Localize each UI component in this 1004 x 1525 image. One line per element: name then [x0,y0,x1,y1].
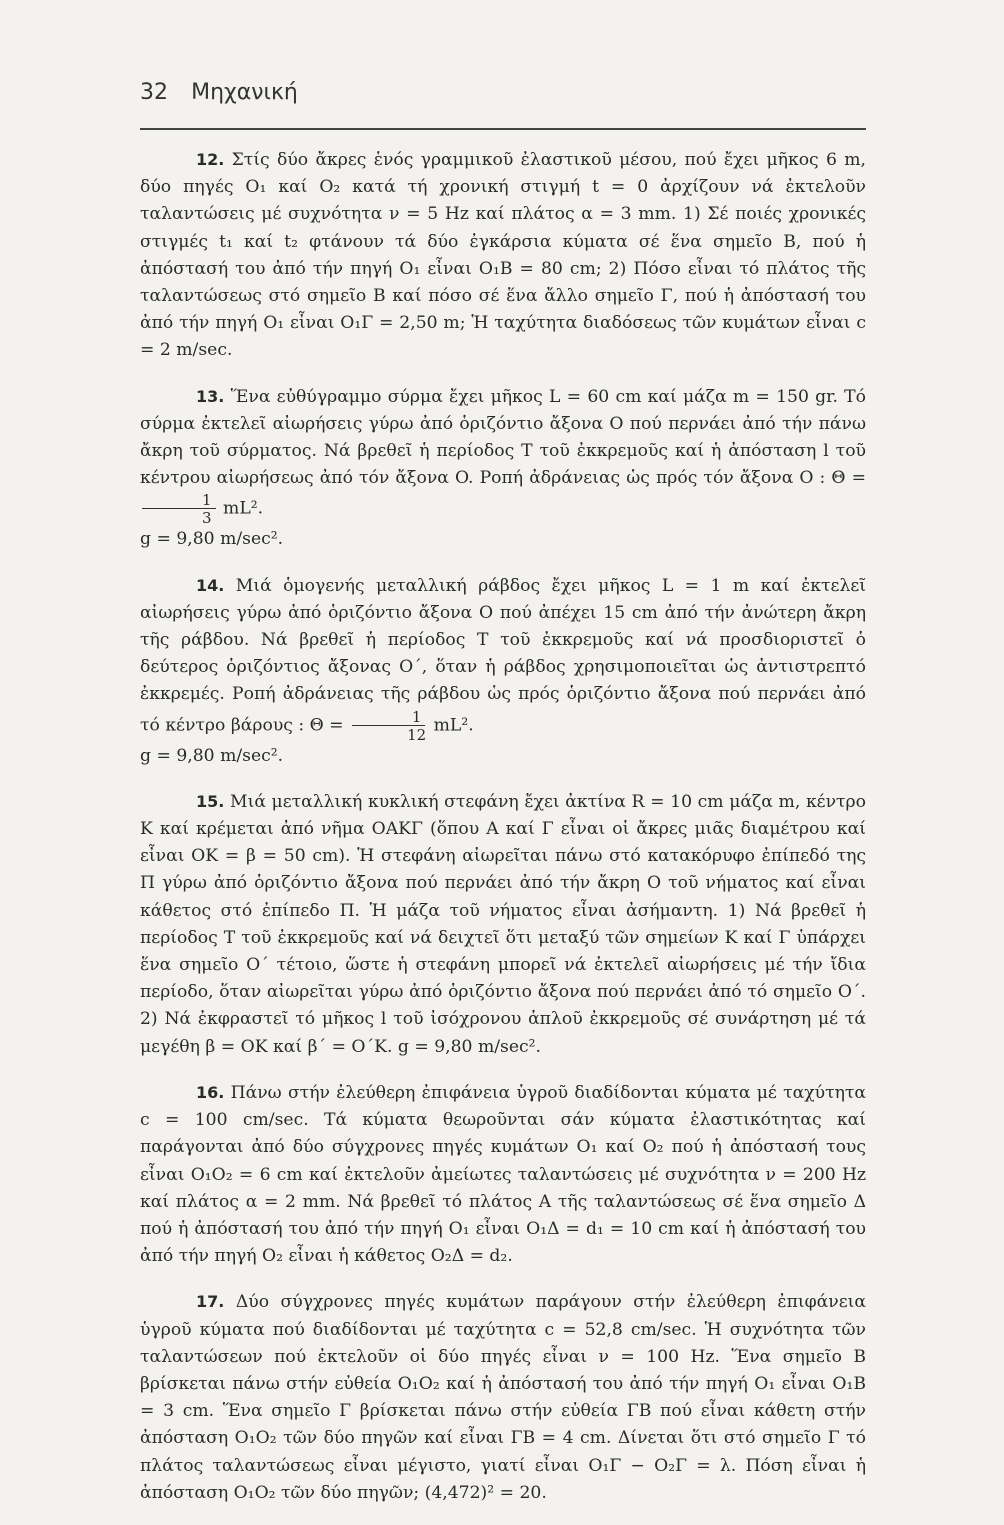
header-rule [140,128,866,130]
problem-text: Μιά ὁμογενής μεταλλική ράβδος ἔχει μῆκος L = 1 m καί ἐκτελεῖ αἰωρήσεις γύρω ἀπό ὁριζόντιο ἄξονα O πού ἀπέχει 15 cm ἀπό τήν ἀνώτερη ἄκρη τῆς ράβδου. Νά βρεθεῖ ἡ περίοδος T τοῦ ἐκκρεμοῦς καί νά προσδιοριστεῖ ὁ δεύτερος ὁριζόντιος ἄξονας O΄, ὅταν ἡ ράβδος χρησιμοποιεῖται ὡς ἀντιστρεπτό ἐκκρεμές. Ροπή ἀδράνειας τῆς ράβδου ὡς πρός ὁριζόντιο ἄξονα πού περνάει ἀπό τό κέντρο βάρους : Θ = [140,575,866,736]
problem-text: Δύο σύγχρονες πηγές κυμάτων παράγουν στήν ἐλεύθερη ἐπιφάνεια ὑγροῦ κύματα πού διαδίδονται μέ ταχύτητα c = 52,8 cm/sec. Ἡ συχνότητα τῶν ταλαντώσεων πού ἐκτελοῦν οἱ δύο πηγές εἶναι ν = 100 Hz. Ἕνα σημεῖο B βρίσκεται πάνω στήν εὐθεία O₁O₂ καί ἡ ἀπόστασή του ἀπό τήν πηγή O₁ εἶναι O₁B = 3 cm. Ἕνα σημεῖο Γ βρίσκεται πάνω στήν εὐθεία ΓB πού εἶναι κάθετη στήν ἀπόσταση O₁O₂ τῶν δύο πηγῶν καί εἶναι ΓB = 4 cm. Δίνεται ὅτι στό σημεῖο Γ τό πλάτος ταλαντώσεως εἶναι μέγιστο, γιατί εἶναι O₁Γ − O₂Γ = λ. Πόση εἶναι ἡ ἀπόσταση O₁O₂ τῶν δύο πηγῶν; (4,472)² = 20. [140,1292,866,1503]
fraction-denominator: 3 [202,509,212,528]
problem-14 [140,572,866,770]
problem-text: Ἕνα εὐθύγραμμο σύρμα ἔχει μῆκος L = 60 cm καί μάζα m = 150 gr. Τό σύρμα ἐκτελεῖ αἰωρήσεις γύρω ἀπό ὁριζόντιο ἄξονα O πού περνάει ἀπό τήν πάνω ἄκρη τοῦ σύρματος. Νά βρεθεῖ ἡ περίοδος T τοῦ ἐκκρεμοῦς καί ἡ ἀπόσταση l τοῦ κέντρου αἰωρήσεως ἀπό τόν ἄξονα O. Ροπή ἀδράνειας ὡς πρός τόν ἄξονα O : Θ = [140,386,866,489]
problem-list [140,146,866,1525]
problem-13 [140,383,866,554]
problem-number: 16. [196,1082,225,1102]
problem-text: Στίς δύο ἄκρες ἑνός γραμμικοῦ ἐλαστικοῦ μέσου, πού ἔχει μῆκος 6 m, δύο πηγές O₁ καί O₂ κατά τή χρονική στιγμή t = 0 ἀρχίζουν νά ἐκτελοῦν ταλαντώσεις μέ συχνότητα ν = 5 Hz καί πλάτος α = 3 mm. 1) Σέ ποιές χρονικές στιγμές t₁ καί t₂ φτάνουν τά δύο ἐγκάρσια κύματα σέ ἕνα σημεῖο B, πού ἡ ἀπόστασή του ἀπό τήν πηγή O₁ εἶναι O₁B = 80 cm; 2) Πόσο εἶναι τό πλάτος τῆς ταλαντώσεως στό σημεῖο B καί πόσο σέ ἕνα ἄλλο σημεῖο Γ, πού ἡ ἀπόστασή του ἀπό τήν πηγή O₁ εἶναι O₁Γ = 2,50 m; Ἡ ταχύτητα διαδόσεως τῶν κυμάτων εἶναι c = 2 m/sec. [140,150,866,361]
formula-tail: mL². [223,498,264,519]
problem-number: 13. [196,386,225,406]
problem-17 [140,1288,866,1507]
problem-number: 17. [196,1292,225,1312]
gravity-value: g = 9,80 m/sec². [140,529,284,550]
problem-number: 15. [196,791,225,811]
problem-16 [140,1079,866,1270]
fraction [142,492,216,526]
page-header [140,80,880,105]
fraction-denominator: 12 [407,725,427,744]
problem-15 [140,788,866,1061]
problem-12 [140,146,866,365]
fraction-numerator: 1 [352,709,426,726]
problem-number: 14. [196,575,225,595]
problem-number: 12. [196,150,225,169]
gravity-value: g = 9,80 m/sec². [140,745,284,766]
problem-text: Πάνω στήν ἐλεύθερη ἐπιφάνεια ὑγροῦ διαδίδονται κύματα μέ ταχύτητα c = 100 cm/sec. Τά κύματα θεωροῦνται σάν κύματα ἐλαστικότητας καί παράγονται ἀπό δύο σύγχρονες πηγές κυμάτων O₁ καί O₂ πού ἡ ἀπόστασή τους εἶναι O₁O₂ = 6 cm καί ἐκτελοῦν ἀμείωτες ταλαντώσεις μέ συχνότητα ν = 200 Hz καί πλάτος α = 2 mm. Νά βρεθεῖ τό πλάτος A τῆς ταλαντώσεως σέ ἕνα σημεῖο Δ πού ἡ ἀπόστασή του ἀπό τήν πηγή O₁ εἶναι O₁Δ = d₁ = 10 cm καί ἡ ἀπόστασή του ἀπό τήν πηγή O₂ εἶναι ἡ κάθετος O₂Δ = d₂. [140,1082,866,1267]
fraction-numerator: 1 [142,492,216,509]
fraction [351,709,426,743]
running-title: Μηχανική [191,80,298,105]
problem-text: Μιά μεταλλική κυκλική στεφάνη ἔχει ἀκτίνα R = 10 cm μάζα m, κέντρο K καί κρέμεται ἀπό νῆμα OAKΓ (ὅπου A καί Γ εἶναι οἱ ἄκρες μιᾶς διαμέτρου καί εἶναι OK = β = 50 cm). Ἡ στεφάνη αἰωρεῖται πάνω στό κατακόρυφο ἐπίπεδό της Π γύρω ἀπό ὁριζόντιο ἄξονα πού περνάει ἀπό τήν ἄκρη O τοῦ νήματος καί εἶναι κάθετος στό ἐπίπεδο Π. Ἡ μάζα τοῦ νήματος εἶναι ἀσήμαντη. 1) Νά βρεθεῖ ἡ περίοδος T τοῦ ἐκκρεμοῦς καί νά δειχτεῖ ὅτι μεταξύ τῶν σημείων K καί Γ ὑπάρχει ἕνα σημεῖο O΄ τέτοιο, ὥστε ἡ στεφάνη μπορεῖ νά ἐκτελεῖ αἰωρήσεις μέ τήν ἴδια περίοδο, ὅταν αἰωρεῖται γύρω ἀπό ὁριζόντιο ἄξονα πού περνάει ἀπό τό σημεῖο O΄. 2) Νά ἐκφραστεῖ τό μῆκος l τοῦ ἰσόχρονου ἁπλοῦ ἐκκρεμοῦς σέ συνάρτηση μέ τά μεγέθη β = OK καί β΄ = O΄K. g = 9,80 m/sec². [140,791,867,1057]
page-number: 32 [140,80,168,105]
formula-tail: mL². [433,715,474,736]
